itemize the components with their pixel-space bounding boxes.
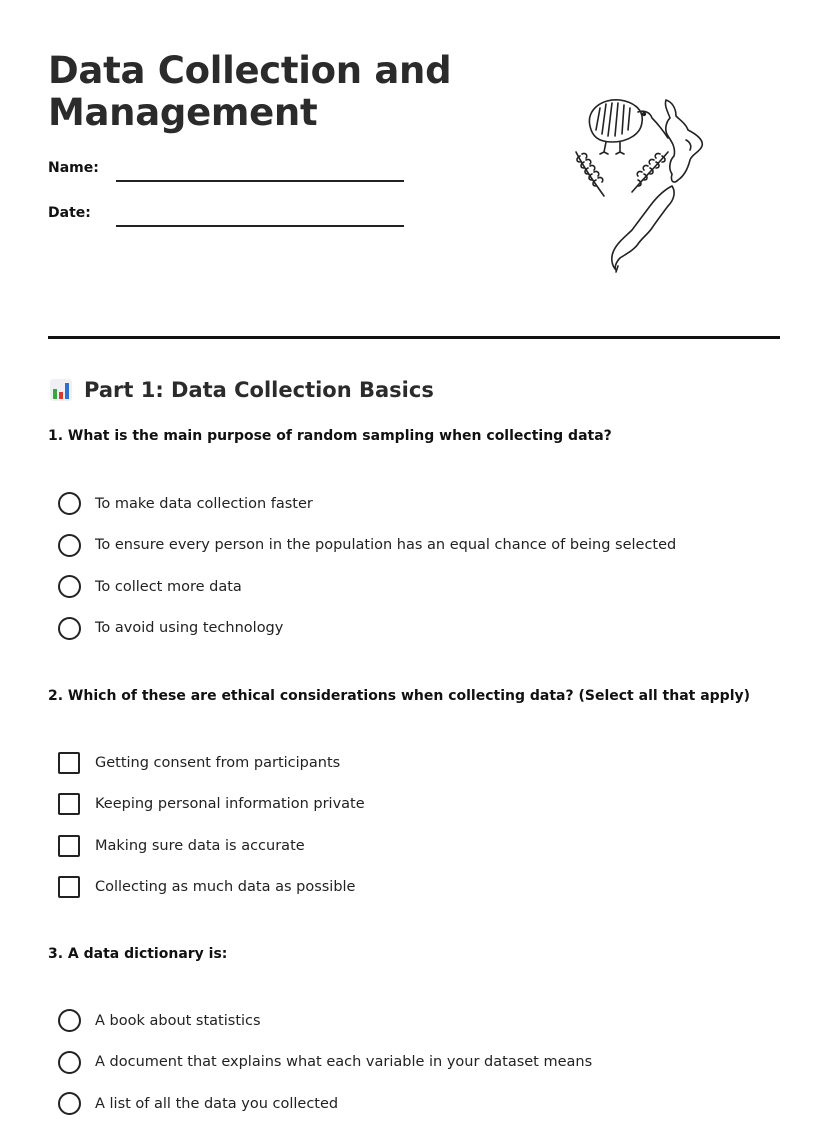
bar-chart-icon (48, 377, 74, 403)
date-label: Date: (48, 205, 91, 221)
name-input-line[interactable] (116, 180, 404, 182)
option-label: To avoid using technology (95, 620, 284, 637)
radio-button[interactable] (58, 1009, 81, 1032)
part1-heading (48, 374, 434, 406)
name-label: Name: (48, 160, 99, 176)
radio-button[interactable] (58, 575, 81, 598)
checkbox[interactable] (58, 752, 80, 774)
q1-option-3[interactable] (58, 566, 676, 608)
page-title (48, 50, 451, 134)
radio-button[interactable] (58, 492, 81, 515)
option-label: A book about statistics (95, 1012, 261, 1029)
q1-option-4[interactable] (58, 608, 676, 650)
radio-button[interactable] (58, 1092, 81, 1115)
question-1: 1. What is the main purpose of random sampling when collecting data? (48, 428, 612, 444)
q2-option-4[interactable] (58, 867, 365, 909)
page-title-line2: Management (48, 91, 318, 134)
option-label: Keeping personal information private (95, 796, 365, 813)
option-label: A list of all the data you collected (95, 1095, 339, 1112)
radio-button[interactable] (58, 617, 81, 640)
checkbox[interactable] (58, 876, 80, 898)
option-label: To ensure every person in the population has an equal chance of being selected (95, 537, 677, 554)
option-label: Getting consent from participants (95, 754, 341, 771)
q1-option-2[interactable] (58, 525, 676, 567)
question-2: 2. Which of these are ethical considerations when collecting data? (Select all that apply) (48, 688, 751, 704)
question-2-options (58, 742, 365, 908)
q3-option-2[interactable] (58, 1042, 592, 1084)
option-label: Making sure data is accurate (95, 837, 305, 854)
north-island-icon (665, 100, 702, 182)
kiwi-nz-map-icon (572, 94, 712, 274)
section-divider (48, 336, 780, 339)
name-field[interactable] (48, 158, 404, 182)
q2-option-2[interactable] (58, 784, 365, 826)
date-field[interactable] (48, 203, 404, 227)
question-3: 3. A data dictionary is: (48, 946, 228, 962)
checkbox[interactable] (58, 835, 80, 857)
question-1-options (58, 483, 676, 649)
kiwi-bird-icon (589, 100, 668, 154)
question-3-options (58, 1000, 592, 1125)
q3-option-1[interactable] (58, 1000, 592, 1042)
q2-option-3[interactable] (58, 825, 365, 867)
fern-left-icon (576, 152, 604, 196)
date-input-line[interactable] (116, 225, 404, 227)
radio-button[interactable] (58, 1051, 81, 1074)
worksheet-page (48, 0, 780, 1118)
south-island-icon (612, 186, 674, 272)
option-label: Collecting as much data as possible (95, 879, 356, 896)
option-label: To make data collection faster (95, 495, 313, 512)
fern-right-icon (632, 152, 668, 192)
page-title-line1: Data Collection and (48, 49, 452, 92)
q2-option-1[interactable] (58, 742, 365, 784)
q1-option-1[interactable] (58, 483, 676, 525)
checkbox[interactable] (58, 793, 80, 815)
radio-button[interactable] (58, 534, 81, 557)
part1-title: Part 1: Data Collection Basics (84, 378, 434, 402)
q3-option-3[interactable] (58, 1083, 592, 1125)
option-label: To collect more data (95, 578, 242, 595)
option-label: A document that explains what each variable in your dataset means (95, 1054, 593, 1071)
